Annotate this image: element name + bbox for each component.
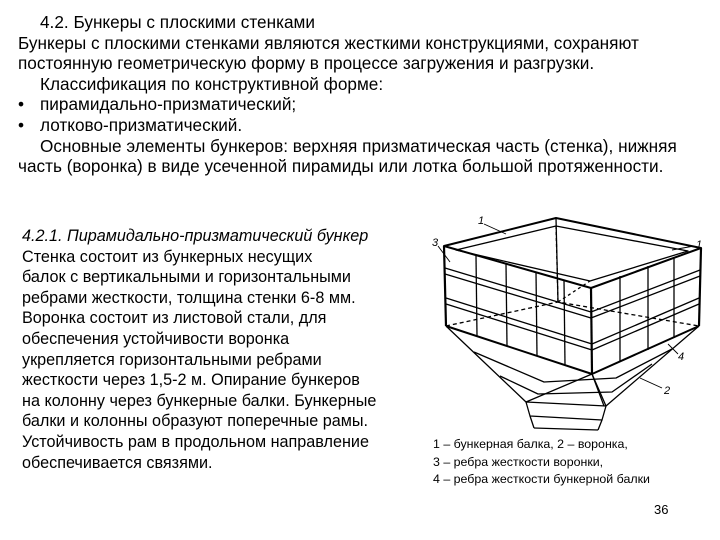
- section-heading: 4.2. Бункеры с плоскими стенками: [40, 12, 315, 32]
- body-line: укрепляется горизонтальными ребрами: [22, 350, 322, 369]
- body-line: жесткости через 1,5-2 м. Опирание бункеров: [22, 371, 360, 390]
- intro-paragraph: Бункеры с плоскими стенками являются жесткими конструкциями, сохраняют постоянную геометрическую форму в процессе загружения и разгрузки.: [18, 32, 639, 74]
- body-line: балки и колонны образуют поперечные рамы.: [22, 412, 368, 431]
- bullet-icon: •: [18, 114, 25, 135]
- classification-label: Классификация по конструктивной форме:: [40, 73, 384, 94]
- top-text-block: [18, 12, 710, 177]
- bullet-text: пирамидально-призматический;: [40, 94, 297, 115]
- callout-label: 1: [696, 239, 703, 251]
- page-number: 36: [654, 502, 669, 517]
- body-line: Устойчивость рам в продольном направление: [22, 432, 369, 451]
- body-line: Воронка состоит из листовой стали, для: [22, 309, 327, 328]
- legend-line: 1 – бункерная балка, 2 – воронка,: [433, 437, 628, 451]
- legend-line: 3 – ребра жесткости воронки,: [433, 454, 604, 469]
- body-line: балок с вертикальными и горизонтальными: [22, 268, 351, 287]
- bullet-item: [18, 94, 710, 115]
- body-line: ребрами жесткости, толщина стенки 6-8 мм.: [22, 288, 356, 307]
- figure-legend: [433, 436, 650, 489]
- legend-line: 4 – ребра жесткости бункерной балки: [433, 472, 650, 486]
- body-line: обеспечивается связями.: [22, 453, 213, 472]
- callout-label: 1: [478, 215, 485, 227]
- callout-label: 4: [678, 351, 685, 363]
- callout-label: 3: [432, 237, 439, 249]
- bullet-text: лотково-призматический.: [40, 114, 243, 135]
- bullet-item: [18, 115, 710, 136]
- bunker-drawing: [416, 206, 716, 434]
- callout-label: 2: [664, 385, 671, 397]
- subsection-heading: 4.2.1. Пирамидально-призматический бункер: [22, 227, 369, 245]
- body-line: обеспечения устойчивости воронка: [22, 329, 290, 348]
- subsection-block: [22, 226, 422, 473]
- body-line: Стенка состоит из бункерных несущих: [22, 247, 313, 266]
- body-line: на колонну через бункерные балки. Бункерные: [22, 391, 377, 410]
- bullet-icon: •: [18, 94, 25, 115]
- elements-paragraph: Основные элементы бункеров: верхняя призматическая часть (стенка), нижняя часть (воронка) в виде усеченной пирамиды или лотка большой протяженности.: [18, 135, 677, 177]
